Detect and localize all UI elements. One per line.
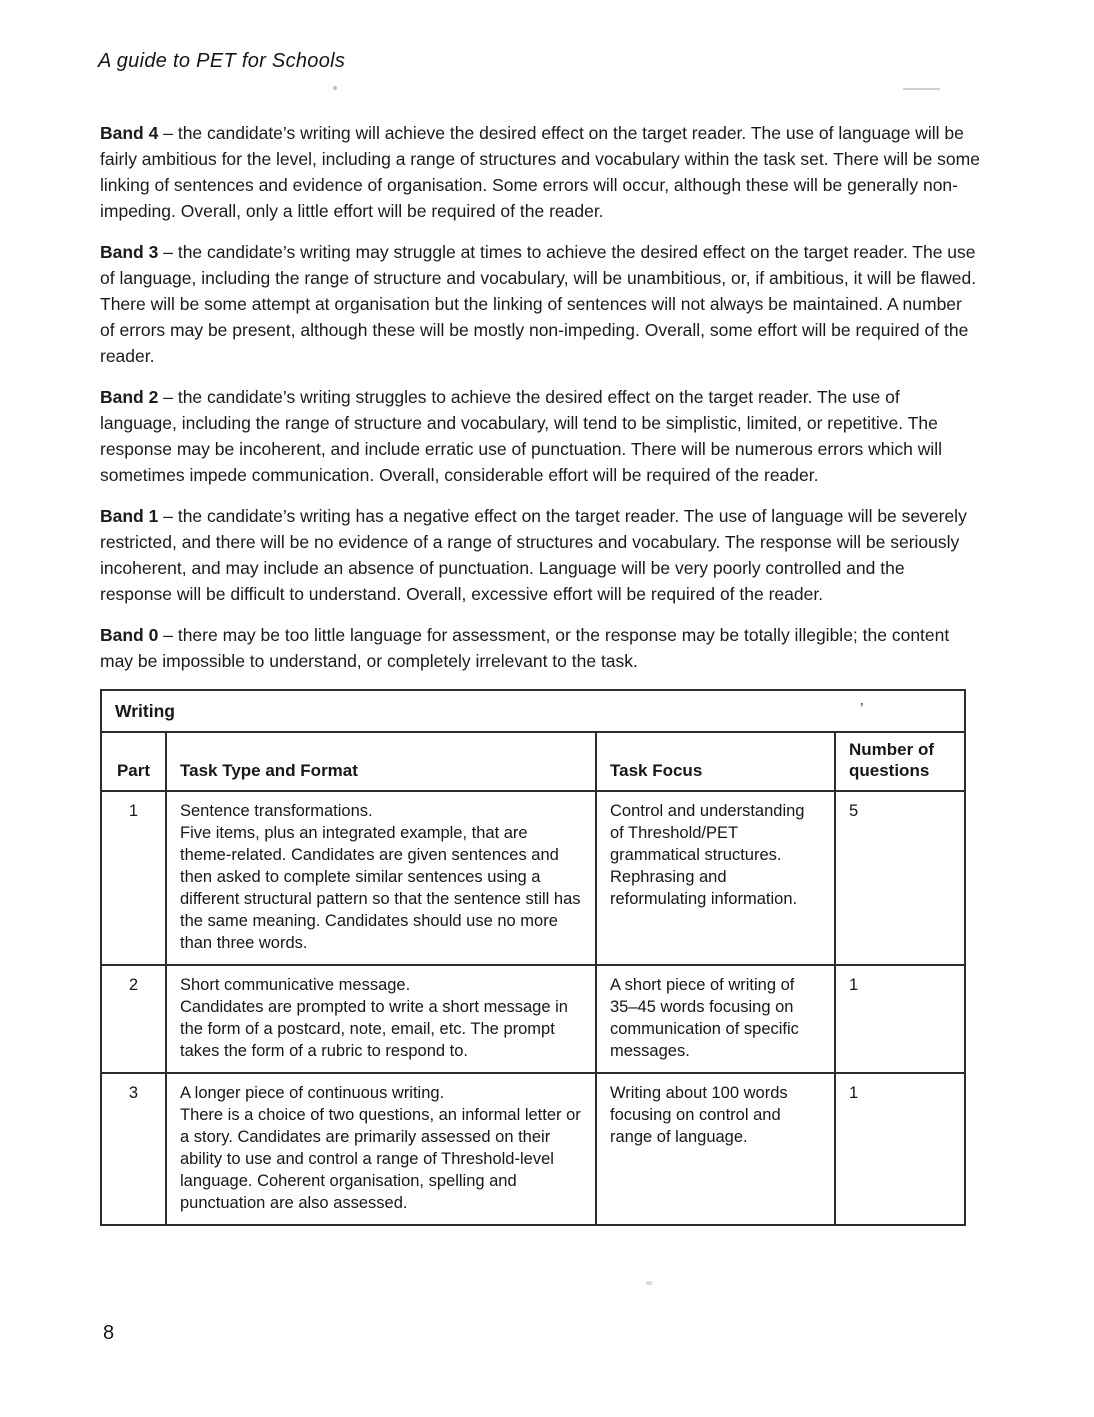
part-number-cell: 2 — [101, 965, 166, 1073]
table-title-text: Writing — [115, 701, 175, 721]
band-1-paragraph — [100, 503, 980, 607]
band-4-paragraph — [100, 120, 980, 224]
band-3-text: – the candidate’s writing may struggle at times to achieve the desired effect on the target reader. The use of language, including the range of structure and vocabulary, will be unambitious, or, if ambitious, it will be flawed. There will be some attempt at organisation but the linking of sentences will not always be maintained. A number of errors may be present, although these will be mostly non-impeding. Overall, some effort will be required of the reader. — [100, 242, 977, 366]
task-type-body: There is a choice of two questions, an informal letter or a story. Candidates are primarily assessed on their ability to use and control a range of Threshold-level language. Coherent organisation, spelling and punctuation are also assessed. — [180, 1106, 581, 1212]
task-type-body: Candidates are prompted to write a short message in the form of a postcard, note, email, etc. The prompt takes the form of a rubric to respond to. — [180, 998, 568, 1060]
band-2-label: Band 2 — [100, 387, 159, 407]
table-row-part-1 — [101, 791, 965, 965]
number-of-questions-cell: 1 — [835, 1073, 965, 1225]
scan-artifact — [333, 86, 337, 90]
table-title — [101, 690, 965, 732]
band-4-text: – the candidate’s writing will achieve the desired effect on the target reader. The use of language will be fairly ambitious for the level, including a range of structures and vocabulary within the task set. There will be some linking of sentences and evidence of organisation. Some errors will occur, although these will be generally non-impeding. Overall, only a little effort will be required of the reader. — [100, 123, 980, 221]
band-1-label: Band 1 — [100, 506, 159, 526]
table-row-part-3 — [101, 1073, 965, 1225]
band-0-paragraph — [100, 622, 980, 674]
running-header: A guide to PET for Schools — [98, 50, 346, 72]
task-type-cell — [166, 965, 596, 1073]
table-row-part-2 — [101, 965, 965, 1073]
band-3-paragraph — [100, 239, 980, 369]
table-header-row — [101, 732, 965, 791]
task-focus-cell: Writing about 100 words focusing on control and range of language. — [596, 1073, 835, 1225]
table-title-row — [101, 690, 965, 732]
scan-artifact: ’ — [860, 701, 864, 718]
task-type-cell — [166, 1073, 596, 1225]
page-body — [100, 120, 980, 1226]
number-of-questions-cell: 5 — [835, 791, 965, 965]
column-header-task-focus: Task Focus — [596, 732, 835, 791]
task-type-title: A longer piece of continuous writing. — [180, 1084, 445, 1102]
task-type-title: Sentence transformations. — [180, 802, 373, 820]
column-header-part: Part — [101, 732, 166, 791]
page-number: 8 — [103, 1322, 115, 1344]
band-0-label: Band 0 — [100, 625, 159, 645]
task-type-title: Short communicative message. — [180, 976, 411, 994]
task-type-cell — [166, 791, 596, 965]
task-type-body: Five items, plus an integrated example, that are theme-related. Candidates are given sentences and then asked to complete similar sentences using a different structural pattern so that the sentence still has the same meaning. Candidates should use no more than three words. — [180, 824, 581, 952]
column-header-number-of-questions: Number of questions — [835, 732, 965, 791]
band-0-text: – there may be too little language for assessment, or the response may be totally illegible; the content may be impossible to understand, or completely irrelevant to the task. — [100, 625, 950, 671]
task-focus-cell: Control and understanding of Threshold/PET grammatical structures. Rephrasing and reformulating information. — [596, 791, 835, 965]
scan-artifact — [646, 1281, 652, 1285]
band-3-label: Band 3 — [100, 242, 159, 262]
band-2-paragraph — [100, 384, 980, 488]
part-number-cell: 3 — [101, 1073, 166, 1225]
part-number-cell: 1 — [101, 791, 166, 965]
column-header-task-type: Task Type and Format — [166, 732, 596, 791]
scan-artifact — [903, 88, 940, 90]
band-1-text: – the candidate’s writing has a negative effect on the target reader. The use of language will be severely restricted, and there will be no evidence of a range of structures and vocabulary. The response will be seriously incoherent, and may include an absence of punctuation. Language will be very poorly controlled and the response will be difficult to understand. Overall, excessive effort will be required of the reader. — [100, 506, 967, 604]
band-2-text: – the candidate’s writing struggles to achieve the desired effect on the target reader. The use of language, including the range of structure and vocabulary, will tend to be simplistic, limited, or repetitive. The response may be incoherent, and include erratic use of punctuation. There will be numerous errors which will sometimes impede communication. Overall, considerable effort will be required of the reader. — [100, 387, 943, 485]
writing-tasks-table — [100, 689, 966, 1226]
number-of-questions-cell: 1 — [835, 965, 965, 1073]
band-4-label: Band 4 — [100, 123, 159, 143]
task-focus-cell: A short piece of writing of 35–45 words focusing on communication of specific messages. — [596, 965, 835, 1073]
